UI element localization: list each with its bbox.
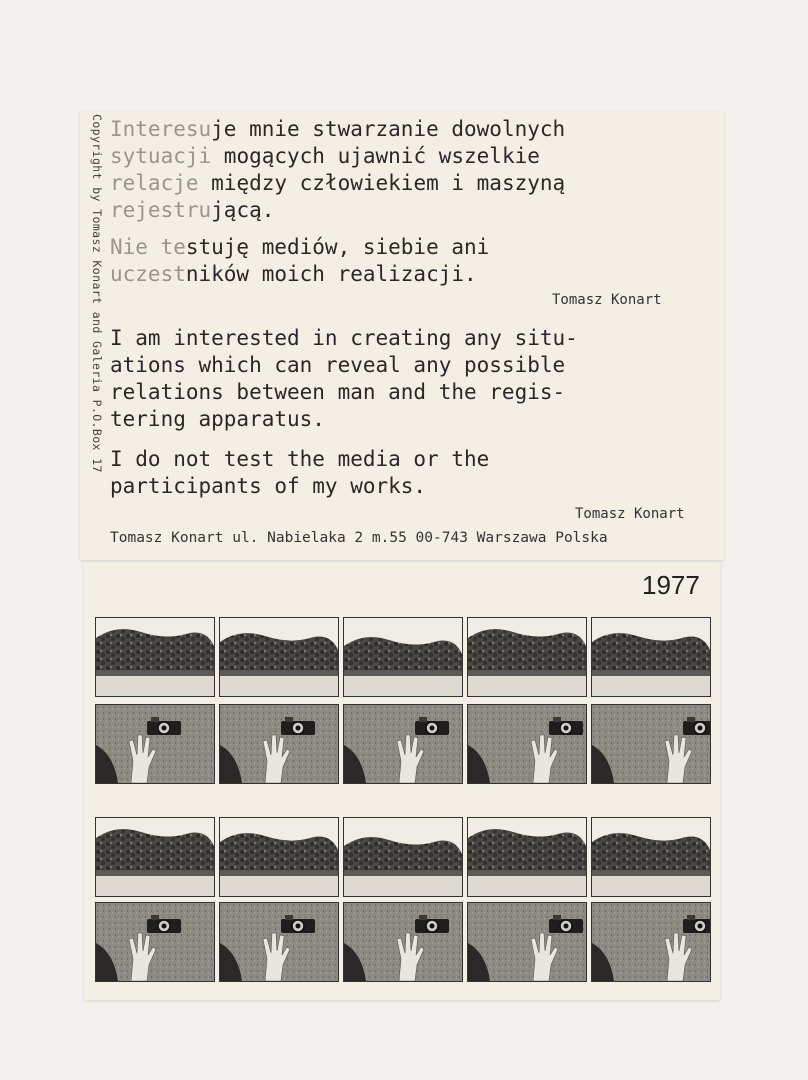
landscape-photo (467, 617, 587, 697)
hand-camera-photo (467, 902, 587, 982)
polish-text-1: Interesuje mnie stwarzanie dowolnych sytuacji mogących ujawnić wszelkie relacje między człowiekiem i maszyną rejestrującą. (110, 117, 566, 222)
year-label: 1977 (642, 570, 700, 600)
hand-camera-photo (95, 902, 215, 982)
polish-paragraph-2 (110, 234, 710, 288)
landscape-photo (343, 817, 463, 897)
polish-signature: Tomasz Konart (552, 292, 662, 308)
polish-paragraph-1 (110, 116, 710, 224)
landscape-photo (591, 617, 711, 697)
landscape-photo (95, 617, 215, 697)
english-paragraph-1 (110, 325, 710, 433)
hand-camera-photo (95, 704, 215, 784)
address-line: Tomasz Konart ul. Nabielaka 2 m.55 00-743 Warszawa Polska (110, 530, 608, 546)
landscape-photo (219, 817, 339, 897)
landscape-photo (467, 817, 587, 897)
english-text-1: I am interested in creating any situ- ations which can reveal any possible relations between man and the regis- tering apparatus. (110, 326, 578, 431)
english-paragraph-2 (110, 446, 710, 500)
copyright-sidebar: Copyright by Tomasz Konart and Galeria P.O.Box 17 (90, 114, 104, 473)
hand-camera-photo (343, 902, 463, 982)
hand-camera-photo (591, 704, 711, 784)
landscape-photo (95, 817, 215, 897)
hand-camera-photo (219, 704, 339, 784)
english-text-2: I do not test the media or the participants of my works. (110, 447, 490, 498)
landscape-photo (343, 617, 463, 697)
hand-camera-photo (467, 704, 587, 784)
landscape-photo (591, 817, 711, 897)
english-signature: Tomasz Konart (575, 506, 685, 522)
hand-camera-photo (219, 902, 339, 982)
hand-camera-photo (343, 704, 463, 784)
landscape-photo (219, 617, 339, 697)
polish-text-2: Nie testuję mediów, siebie ani uczestników moich realizacji. (110, 235, 490, 286)
hand-camera-photo (591, 902, 711, 982)
